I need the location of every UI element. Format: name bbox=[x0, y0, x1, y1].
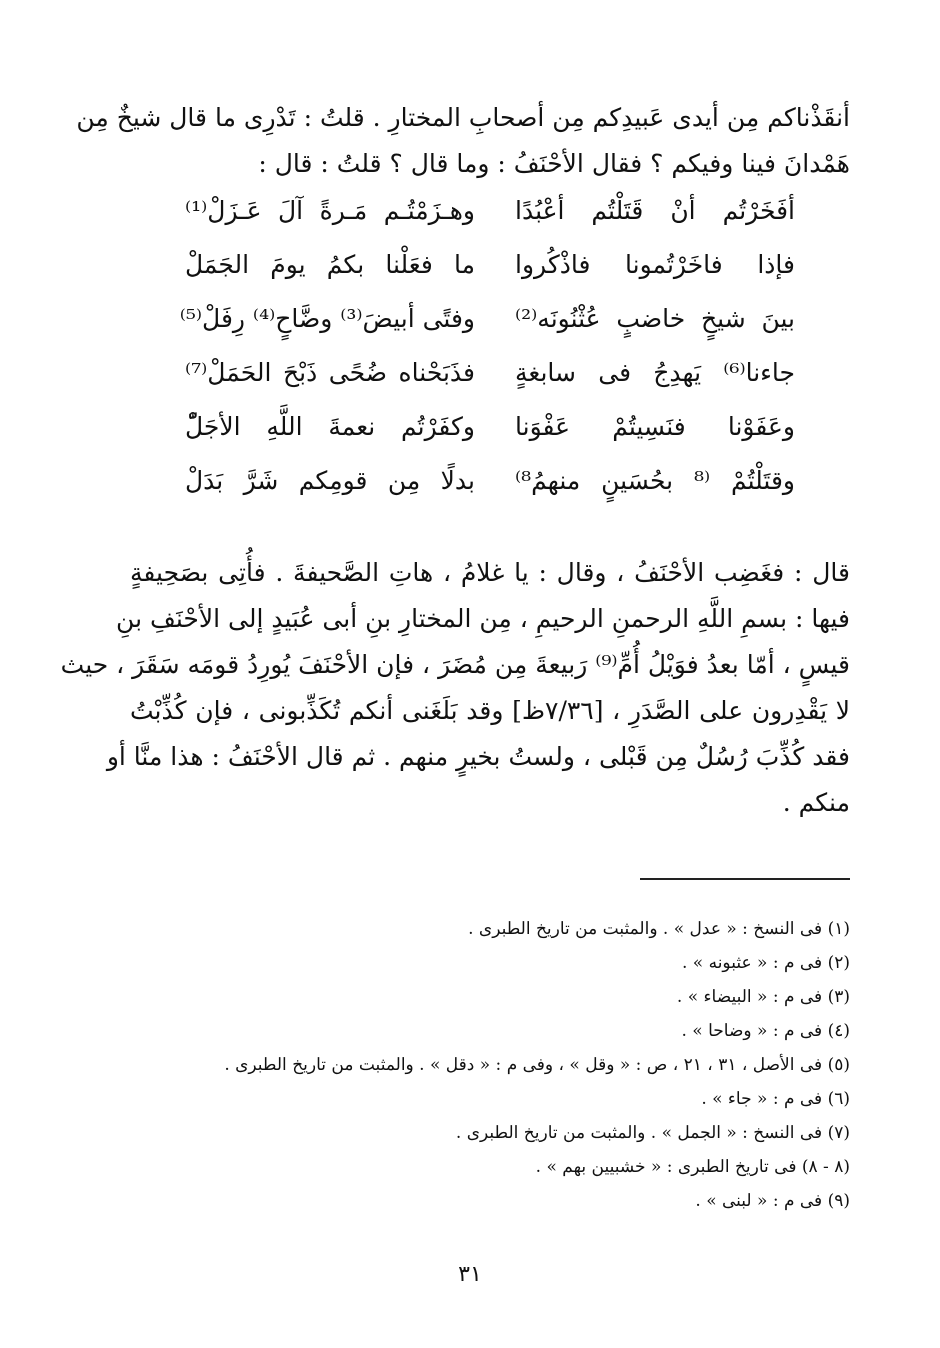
footnote: (٦) فى م : « جاء » . bbox=[701, 1089, 850, 1109]
footnote: (٣) فى م : « البيضاء » . bbox=[676, 987, 850, 1007]
verse-second-hemistich: وفتًى أبيضَ⁽³⁾ وضَّاحٍ⁽⁴⁾ رِفَلْ⁽⁵⁾ bbox=[179, 304, 475, 333]
poem bbox=[179, 196, 795, 520]
footnote: (٢) فى م : « عثبونه » . bbox=[681, 953, 850, 973]
footnote: (٧) فى النسخ : « الجمل » . والمثبت من تاريخ الطبرى . bbox=[455, 1123, 850, 1143]
poem-verse bbox=[185, 196, 795, 250]
verse-second-hemistich: فذَبَحْناه ضُحًى ذَبْحَ الحَمَلْ⁽⁷⁾ bbox=[185, 358, 475, 387]
text-line: لا يَقْدِرون على الصَّدَرِ ، [٧/٣٦ظ] وقد بَلَغَنى أنكم تُكَذِّبونى ، فإن كُذِّبْتُ bbox=[130, 696, 850, 725]
page-number: ٣١ bbox=[458, 1262, 482, 1287]
poem-verse bbox=[185, 412, 795, 466]
text-line: منكم . bbox=[782, 788, 850, 817]
footnote: (١) فى النسخ : « عدل » . والمثبت من تاريخ الطبرى . bbox=[468, 919, 850, 939]
text-line: فقد كُذِّبَ رُسُلٌ مِن قَبْلى ، ولستُ بخيرٍ منهم . ثم قال الأحْنَفُ : هذا منَّا أو bbox=[106, 742, 850, 771]
text-line: قال : فغَضِب الأحْنَفُ ، وقال : يا غلامُ ، هاتِ الصَّحيفةَ . فأُتِى بصَحِيفةٍ bbox=[130, 558, 850, 587]
text-line: قيسٍ ، أمّا بعدُ فوَيْلُ أُمِّ⁽⁹⁾ رَبيعةَ مِن مُضَرَ ، فإن الأحْنَفَ يُورِدُ قومَه سَقَرَ ، حيث bbox=[60, 650, 850, 679]
poem-verse bbox=[185, 466, 795, 520]
footnote: (٥) فى الأصل ، ٣١ ، ٢١ ، ص : « وقل » ، وفى م : « دقل » . والمثبت من تاريخ الطبرى . bbox=[224, 1055, 850, 1075]
verse-second-hemistich: ما فعَلْنا بكمُ يومَ الجَمَلْ bbox=[185, 250, 475, 279]
verse-first-hemistich: فإذا فاخَرْتُمونا فاذْكُروا bbox=[515, 250, 795, 279]
letter-paragraph bbox=[60, 550, 850, 826]
poem-verse bbox=[185, 250, 795, 304]
footnote-divider bbox=[640, 878, 850, 880]
verse-second-hemistich: وكفَرْتُم نعمةَ اللَّهِ الأجَلّْ bbox=[185, 412, 475, 441]
verse-first-hemistich: وقتَلْتُمْ ⁽⁸ بحُسَينٍ منهمُ⁸⁾ bbox=[515, 466, 795, 495]
verse-first-hemistich: وعَفَوْنا فنَسِيتُمْ عَفْوَنا bbox=[515, 412, 795, 441]
poem-verse bbox=[179, 304, 795, 358]
footnotes bbox=[130, 912, 850, 1218]
footnote: (٤) فى م : « وضاحا » . bbox=[681, 1021, 850, 1041]
poem-verse bbox=[185, 358, 795, 412]
verse-second-hemistich: بدلًا مِن قومِكم شَرَّ بَدَلْ bbox=[185, 466, 475, 495]
verse-first-hemistich: جاءنا⁽⁶⁾ يَهدِجُ فى سابغةٍ bbox=[515, 358, 795, 387]
opening-paragraph bbox=[76, 95, 850, 187]
verse-first-hemistich: أفَخَرْتُم أنْ قَتَلْتُم أعْبُدًا bbox=[515, 196, 795, 225]
text-line: هَمْدانَ فينا وفيكم ؟ فقال الأحْنَفُ : وما قال ؟ قلتُ : قال : bbox=[258, 149, 850, 178]
verse-first-hemistich: بينَ شيخٍ خاضبٍ عُثْنُونَه⁽²⁾ bbox=[515, 304, 795, 333]
text-line: أنقَذْناكم مِن أيدى عَبيدِكم مِن أصحابِ المختارِ . قلتُ : تَدْرِى ما قال شيخٌ مِن bbox=[76, 103, 850, 132]
footnote: (٩) فى م : « لبنى » . bbox=[695, 1191, 850, 1211]
verse-second-hemistich: وهـزَمْتُـم مَـرةً آلَ عَـزَلْ⁽¹⁾ bbox=[185, 196, 475, 225]
text-line: فيها : بسمِ اللَّهِ الرحمنِ الرحيمِ ، مِن المختارِ بنِ أبى عُبَيدٍ إلى الأحْنَفِ بنِ bbox=[116, 604, 850, 633]
footnote: (٨ - ٨) فى تاريخ الطبرى : « خشبيين بهم » . bbox=[535, 1157, 850, 1177]
